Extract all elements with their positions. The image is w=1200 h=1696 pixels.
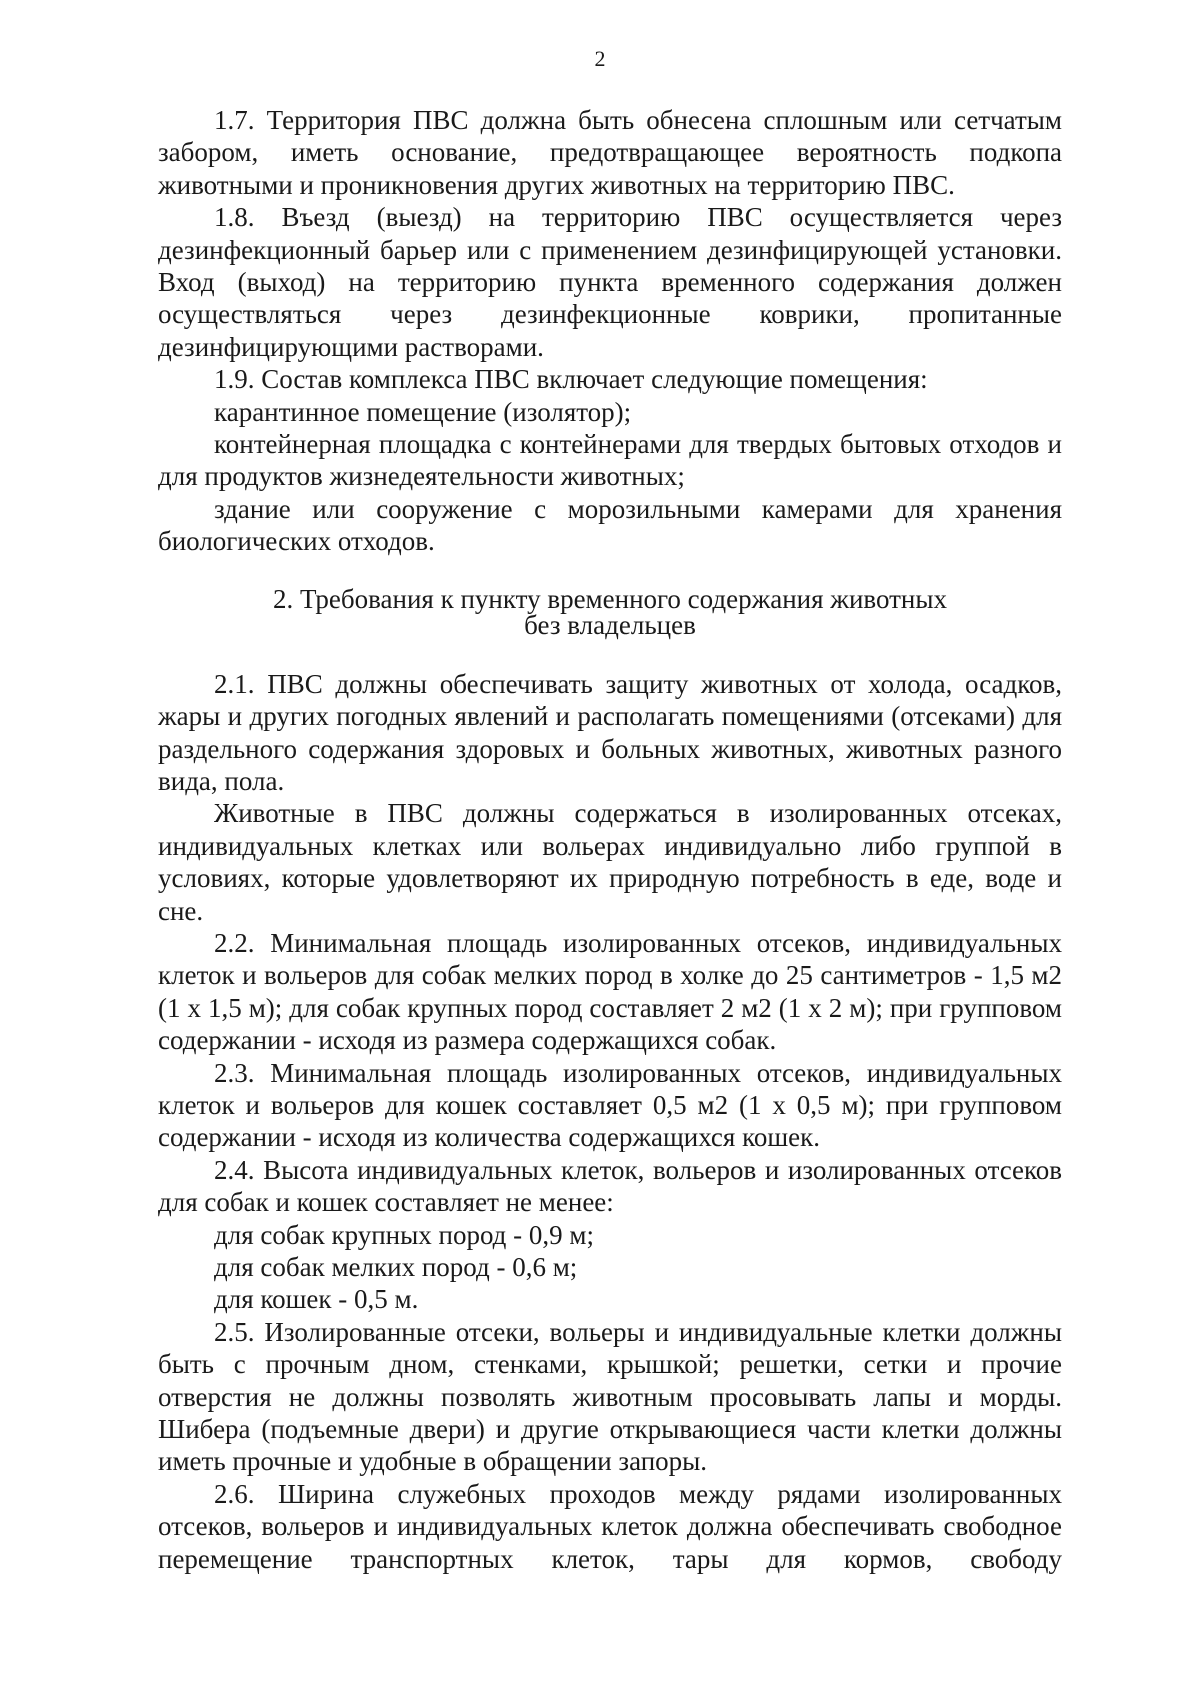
paragraph-2-1-animals: Животные в ПВС должны содержаться в изолированных отсеках, индивидуальных клетках или вольерах индивидуально либо группой в условиях, которые удовлетворяют их природную потребность в еде, воде и сне. [158, 798, 1062, 926]
paragraph-1-8: 1.8. Въезд (выезд) на территорию ПВС осуществляется через дезинфекционный барьер или с применением дезинфицирующей установки. Вход (выход) на территорию пункта временного содержания должен осуществляться через дезинфекционные коврики, пропитанные дезинфицирующими растворами. [158, 202, 1062, 362]
list-item-quarantine: карантинное помещение (изолятор); [214, 396, 632, 427]
paragraph-2-2: 2.2. Минимальная площадь изолированных отсеков, индивидуальных клеток и вольеров для собак мелких пород в холке до 25 сантиметров - 1,5 м2 (1 х 1,5 м); для собак крупных пород составляет 2 м2 (1 х 2 м); при групповом содержании - исходя из размера содержащихся собак. [158, 927, 1062, 1056]
document-body [158, 104, 1062, 1575]
list-item-cats: для кошек - 0,5 м. [214, 1284, 419, 1315]
list-item-small-dogs: для собак мелких пород - 0,6 м; [214, 1252, 578, 1282]
paragraph-2-1: 2.1. ПВС должны обеспечивать защиту животных от холода, осадков, жары и других погодных явлений и располагать помещениями (отсеками) для раздельного содержания здоровых и больных животных, животных разного вида, пола. [158, 668, 1062, 796]
paragraph-2-5: 2.5. Изолированные отсеки, вольеры и индивидуальные клетки должны быть с прочным дном, стенками, крышкой; решетки, сетки и прочие отверстия не должны позволять животным просовывать лапы и морды. Шибера (подъемные двери) и другие открывающиеся части клетки должны иметь прочные и удобные в обращении запоры. [158, 1316, 1062, 1477]
paragraph-2-3: 2.3. Минимальная площадь изолированных отсеков, индивидуальных клеток и вольеров для кошек составляет 0,5 м2 (1 х 0,5 м); при групповом содержании - исходя из количества содержащихся кошек. [158, 1057, 1062, 1153]
paragraph-1-9: 1.9. Состав комплекса ПВС включает следующие помещения: [214, 364, 928, 395]
list-item-container-site: контейнерная площадка с контейнерами для твердых бытовых отходов и для продуктов жизнедеятельности животных; [158, 429, 1062, 492]
paragraph-2-4: 2.4. Высота индивидуальных клеток, вольеров и изолированных отсеков для собак и кошек составляет не менее: [158, 1154, 1062, 1218]
page-number: 2 [594, 46, 606, 71]
list-item-large-dogs: для собак крупных пород - 0,9 м; [214, 1219, 594, 1250]
list-item-freezer-building: здание или сооружение с морозильными камерами для хранения биологических отходов. [158, 493, 1062, 557]
paragraph-2-6: 2.6. Ширина служебных проходов между рядами изолированных отсеков, вольеров и индивидуальных клеток должна обеспечивать свободное перемещение транспортных клеток, тары для кормов, свободу [158, 1478, 1062, 1574]
paragraph-1-7: 1.7. Территория ПВС должна быть обнесена сплошным или сетчатым забором, иметь основание, предотвращающее вероятность подкопа животными и проникновения других животных на территорию ПВС. [158, 105, 1062, 200]
section-2-heading-line-1: 2. Требования к пункту временного содержания животных [272, 583, 948, 614]
section-2-heading-line-2: без владельцев [524, 609, 696, 640]
section-2-heading [158, 583, 1062, 640]
